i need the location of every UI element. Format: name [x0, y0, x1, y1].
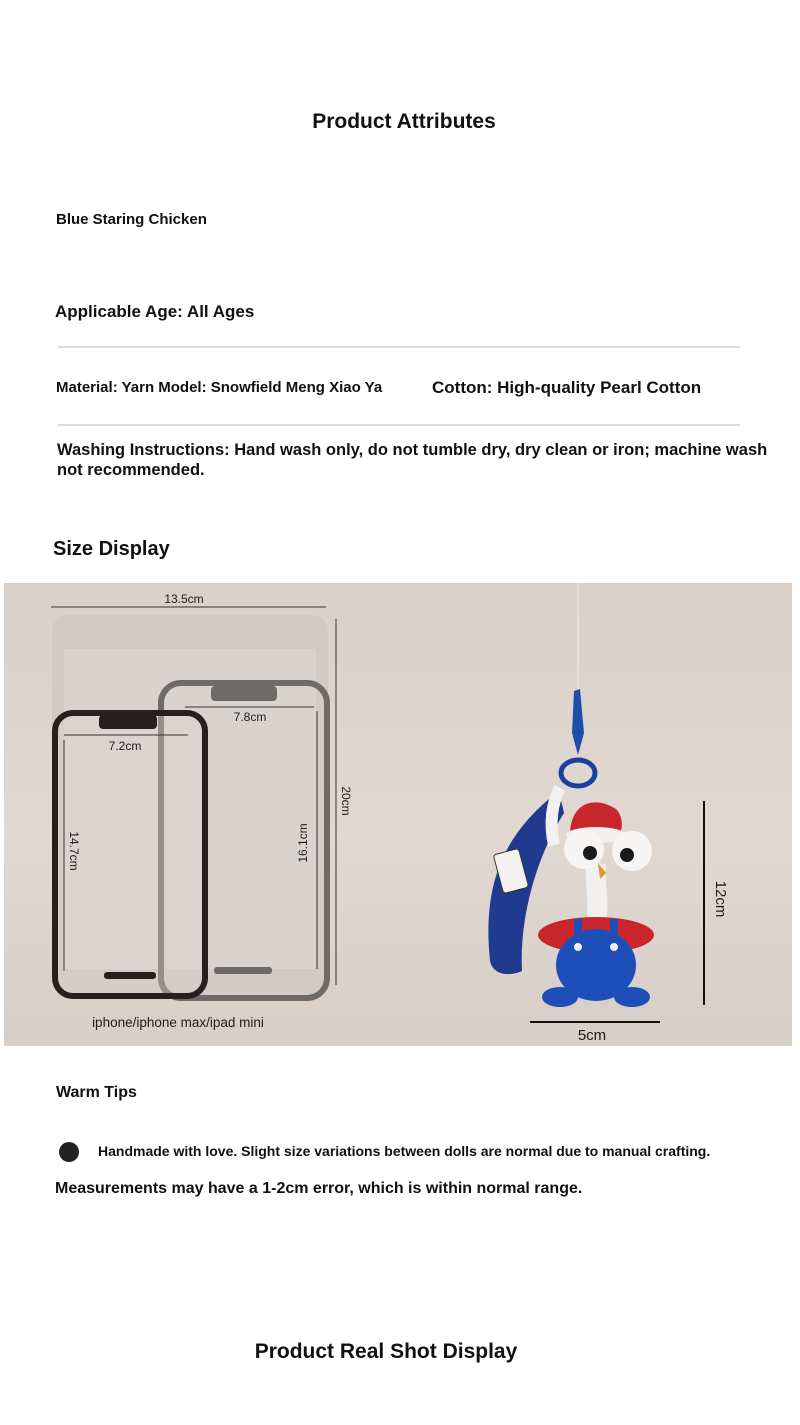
warm-tips-title: Warm Tips [56, 1084, 137, 1101]
attributes-title: Product Attributes [312, 110, 496, 133]
devices-caption: iphone/iphone max/ipad mini [92, 1015, 264, 1030]
phone-max-width-label: 7.8cm [233, 710, 267, 724]
applicable-age: Applicable Age: All Ages [55, 302, 255, 321]
phone-max-height-label: 16.1cm [296, 823, 310, 863]
washing-instructions: Washing Instructions: Hand wash only, do not tumble dry, dry clean or iron; machine wash not recommended. [57, 441, 768, 479]
doll-height-label: 12cm [712, 880, 729, 918]
real-shot-title: Product Real Shot Display [254, 1340, 518, 1363]
warm-tip-measurement: Measurements may have a 1-2cm error, which is within normal range. [55, 1180, 583, 1197]
material-model: Material: Yarn Model: Snowfield Meng Xiao Ya [56, 379, 383, 396]
size-display-title: Size Display [53, 538, 170, 560]
product-name: Blue Staring Chicken [56, 211, 207, 228]
bullet-icon [59, 1142, 79, 1162]
divider [58, 346, 740, 348]
warm-tip-handmade: Handmade with love. Slight size variations between dolls are normal due to manual crafting. [98, 1143, 711, 1159]
size-diagram [4, 583, 792, 1046]
size-display-image [4, 583, 792, 1046]
phone-width-label: 7.2cm [108, 739, 142, 753]
doll-width-label: 5cm [577, 1027, 607, 1044]
doll-keychain-illustration [488, 583, 654, 1007]
divider [58, 424, 740, 426]
cotton-type: Cotton: High-quality Pearl Cotton [432, 378, 702, 397]
ipad-width-label: 13.5cm [164, 592, 204, 606]
phone-height-label: 14.7cm [67, 831, 81, 871]
ipad-height-label: 20cm [339, 786, 353, 816]
